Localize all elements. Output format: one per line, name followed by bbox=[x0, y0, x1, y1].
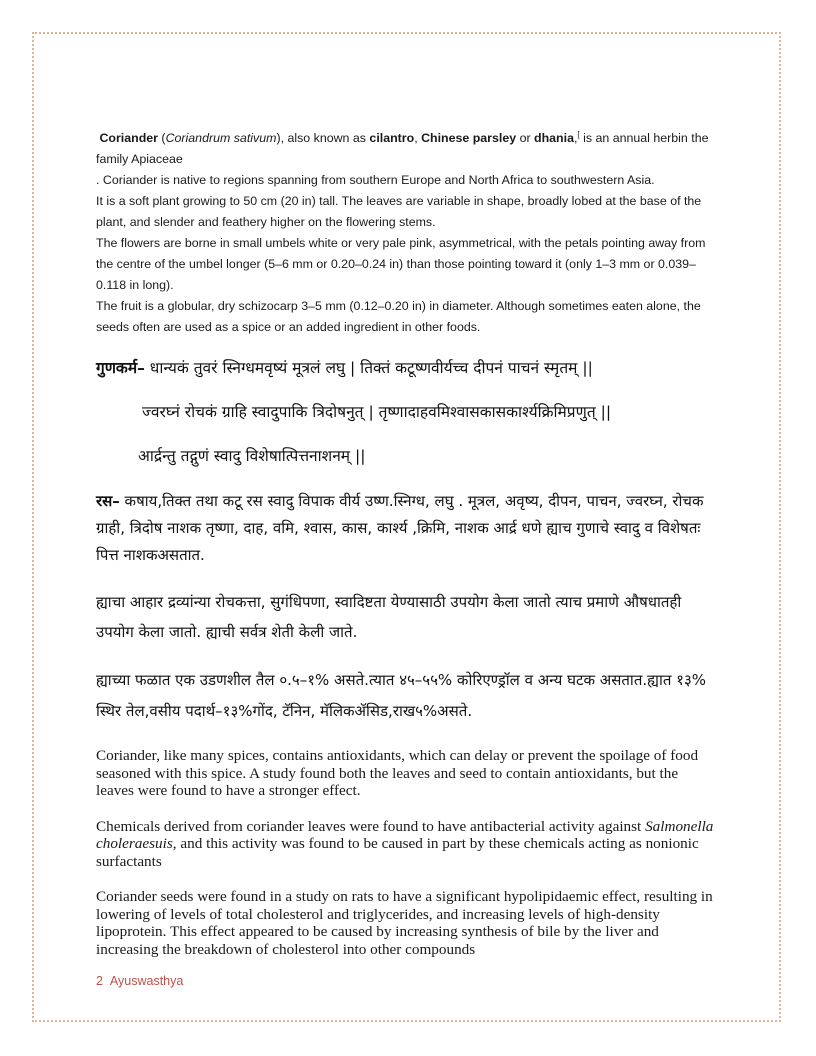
footer-brand: Ayuswasthya bbox=[109, 974, 184, 988]
english-line: . Coriander is native to regions spanning from southern Europe and North Africa to southwestern Asia. bbox=[96, 173, 655, 187]
alias-chinese-parsley: Chinese parsley bbox=[421, 131, 517, 145]
species-name: Salmonella choleraesuis bbox=[96, 817, 714, 852]
page-footer bbox=[96, 974, 183, 988]
english-intro-section bbox=[96, 128, 716, 338]
marathi-section bbox=[96, 350, 716, 727]
page-content bbox=[96, 128, 716, 976]
coriander-name: Coriander bbox=[99, 131, 158, 145]
alias-dhania: dhania bbox=[534, 131, 574, 145]
intro-paragraph: Coriander (Coriandrum sativum), also known as cilantro, Chinese parsley or dhania,[ is an annual herbin the family Apiaceae bbox=[96, 129, 709, 166]
latin-name: Coriandrum sativum bbox=[165, 131, 277, 145]
research-section bbox=[96, 747, 716, 958]
english-line: The fruit is a globular, dry schizocarp 3–5 mm (0.12–0.20 in) in diameter. Although sometimes eaten alone, the seeds often are used as a spice or an added ingredient in other foods. bbox=[96, 299, 701, 334]
oil-composition-paragraph: ह्याच्या फळात एक उडणशील तैल ०.५–१% असते.त्यात ४५–५५% कोरिएण्ड्रॉल व अन्य घटक असतात.ह्यात १३% स्थिर तेल,वसीय पदार्थ–१३%गोंद, टॅनिन, मॅलिकॲसिड,राख५%असते. bbox=[96, 671, 707, 720]
hypolipidaemic-paragraph: Coriander seeds were found in a study on rats to have a significant hypolipidaemic effect, resulting in lowering of levels of total cholesterol and triglycerides, and increasing levels of high-density lipoprotein. This effect appeared to be caused by increasing synthesis of bile by the liver and increasing the breakdown of cholesterol into other compounds bbox=[96, 888, 713, 958]
shloka-line-2: ज्वरघ्नं रोचकं ग्राहि स्वादुपाकि त्रिदोषनुत् | तृष्णादाहवमिश्वासकासकार्श्यक्रिमिप्रणुत् || bbox=[142, 403, 612, 421]
rasa-paragraph: रस– कषाय,तिक्त तथा कटू रस स्वादु विपाक वीर्य उष्ण.स्निग्ध, लघु . मूत्रल, अवृष्य, दीपन, पाचन, ज्वरघ्न, रोचक ग्राही, त्रिदोष नाशक तृष्णा, दाह, वमि, श्वास, कास, कार्श्य ,क्रिमि, नाशक आर्द्र धणे ह्याच गुणाचे स्वादु व विशेषतः पित्त नाशकअसतात. bbox=[96, 492, 704, 564]
shloka-line-1: गुणकर्म– धान्यकं तुवरं स्निग्धमवृष्यं मूत्रलं लघु | तिक्तं कटूष्णवीर्यच्च दीपनं पाचनं स्मृतम् || bbox=[96, 359, 593, 377]
rasa-label: रस– bbox=[96, 492, 120, 510]
reference-mark: [ bbox=[577, 129, 580, 139]
english-line: It is a soft plant growing to 50 cm (20 in) tall. The leaves are variable in shape, broadly lobed at the base of the plant, and slender and feathery higher on the flowering stems. bbox=[96, 194, 702, 229]
page-number: 2 bbox=[96, 974, 103, 988]
alias-cilantro: cilantro bbox=[369, 131, 415, 145]
usage-paragraph: ह्याचा आहार द्रव्यांन्या रोचकत्ता, सुगंधिपणा, स्वादिष्टता येण्यासाठी उपयोग केला जातो त्याच प्रमाणे औषधातही उपयोग केला जातो. ह्याची सर्वत्र शेती केली जाते. bbox=[96, 593, 682, 641]
gunakarma-label: गुणकर्म– bbox=[96, 359, 145, 377]
antioxidant-paragraph: Coriander, like many spices, contains antioxidants, which can delay or prevent the spoilage of food seasoned with this spice. A study found both the leaves and seed to contain antioxidants, but the leaves were found to have a stronger effect. bbox=[96, 747, 699, 799]
english-line: The flowers are borne in small umbels white or very pale pink, asymmetrical, with the petals pointing away from the centre of the umbel longer (5–6 mm or 0.20–0.24 in) than those pointing toward it (only 1–3 mm or 0.039–0.118 in long). bbox=[96, 236, 706, 292]
antibacterial-paragraph: Chemicals derived from coriander leaves were found to have antibacterial activity against Salmonella choleraesuis, and this activity was found to be caused in part by these chemicals acting as nonionic surfactants bbox=[96, 817, 714, 870]
shloka-line-3: आर्द्रन्तु तद्गुणं स्वादु विशेषात्पित्तनाशनम् || bbox=[138, 447, 366, 465]
